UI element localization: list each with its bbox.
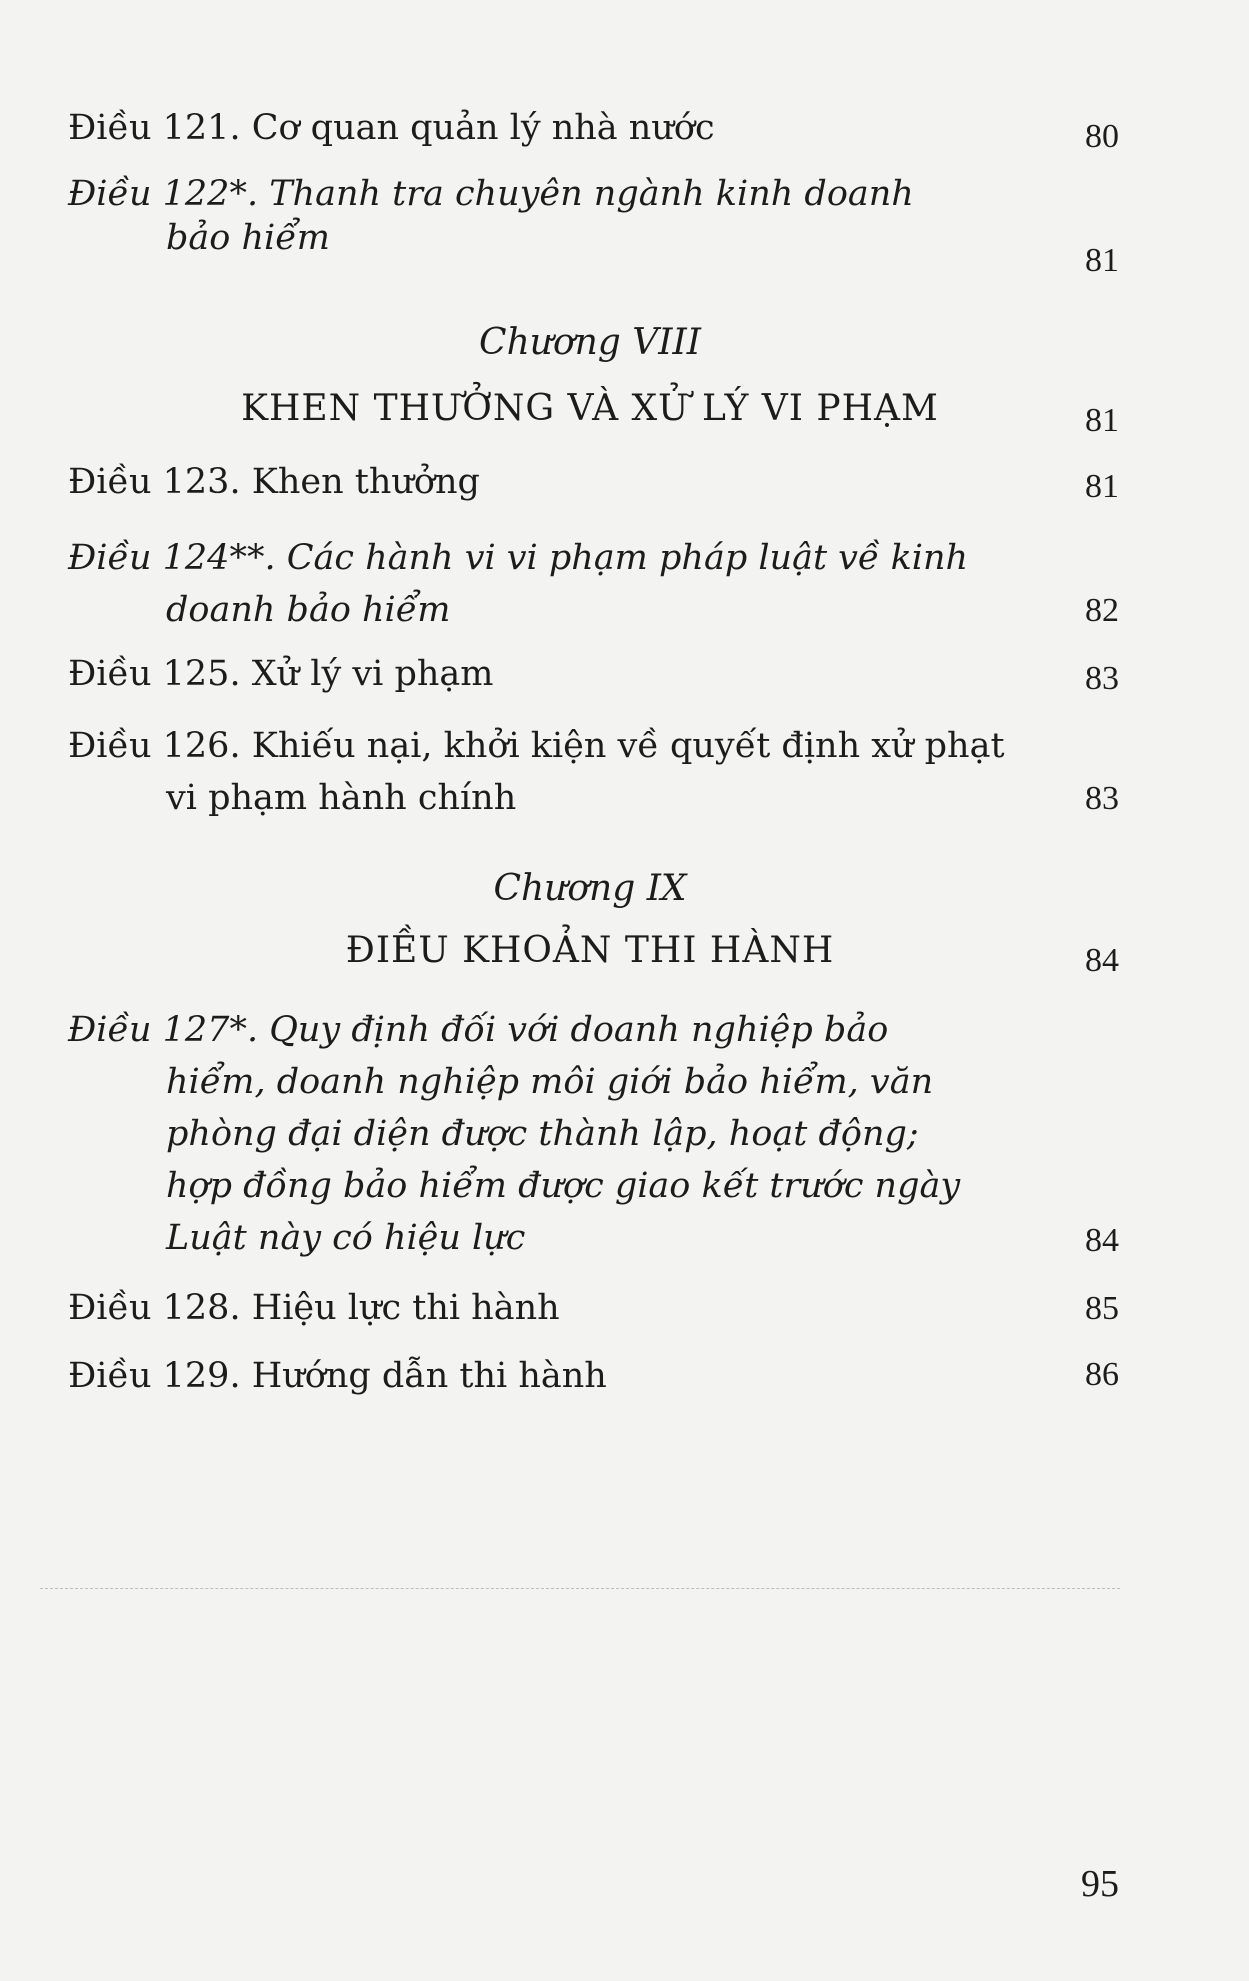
- toc-entry-127-line4: hợp đồng bảo hiểm được giao kết trước ngày: [166, 1166, 961, 1206]
- toc-entry-127-line2: hiểm, doanh nghiệp môi giới bảo hiểm, văn: [166, 1062, 934, 1102]
- toc-entry-129-label: Điều 129. Hướng dẫn thi hành: [68, 1356, 607, 1396]
- toc-entry-121: [68, 102, 1118, 154]
- toc-entry-126: [68, 720, 1118, 824]
- toc-entry-127-line3: phòng đại diện được thành lập, hoạt động;: [166, 1114, 919, 1154]
- toc-entry-123-page: 81: [1085, 468, 1119, 505]
- toc-entry-126-line2: vi phạm hành chính: [166, 778, 517, 818]
- toc-entry-127: [68, 1004, 1118, 1264]
- toc-entry-129: [68, 1350, 1118, 1402]
- toc-entry-127-page: 84: [1085, 1222, 1119, 1259]
- toc-entry-124-page: 82: [1085, 592, 1119, 629]
- chapter-8-label: Chương VIII: [479, 322, 701, 363]
- toc-entry-124-line1: Điều 124**. Các hành vi vi phạm pháp luật về kinh: [68, 538, 969, 578]
- toc-entry-122-line1: Điều 122*. Thanh tra chuyên ngành kinh doanh: [68, 174, 914, 214]
- toc-entry-121-page: 80: [1085, 118, 1119, 155]
- toc-entry-127-line1: Điều 127*. Quy định đối với doanh nghiệp bảo: [68, 1010, 889, 1050]
- chapter-9-label: Chương IX: [493, 868, 687, 909]
- toc-entry-124-line2: doanh bảo hiểm: [166, 590, 451, 630]
- toc-entry-128-label: Điều 128. Hiệu lực thi hành: [68, 1288, 560, 1328]
- toc-entry-122-line2: bảo hiểm: [166, 218, 330, 258]
- chapter-8-title: KHEN THƯỞNG VÀ XỬ LÝ VI PHẠM: [241, 388, 939, 429]
- toc-entry-122: [68, 168, 1118, 264]
- toc-entry-128: [68, 1282, 1118, 1334]
- toc-entry-125-label: Điều 125. Xử lý vi phạm: [68, 654, 494, 694]
- toc-entry-124: [68, 532, 1118, 636]
- separator-line: [40, 1588, 1120, 1590]
- toc-entry-123-label: Điều 123. Khen thưởng: [68, 462, 480, 502]
- toc-entry-129-page: 86: [1085, 1356, 1119, 1393]
- show-through-text: [390, 455, 1110, 485]
- chapter-8-page: 81: [1085, 402, 1119, 439]
- toc-entry-126-page: 83: [1085, 780, 1119, 817]
- toc-entry-127-line5: Luật này có hiệu lực: [166, 1218, 526, 1258]
- toc-entry-128-page: 85: [1085, 1290, 1119, 1327]
- page-number: 95: [1081, 1863, 1119, 1905]
- chapter-9-title: ĐIỀU KHOẢN THI HÀNH: [345, 930, 835, 971]
- toc-entry-125-page: 83: [1085, 660, 1119, 697]
- toc-entry-121-label: Điều 121. Cơ quan quản lý nhà nước: [68, 108, 715, 148]
- toc-entry-126-line1: Điều 126. Khiếu nại, khởi kiện về quyết định xử phạt: [68, 726, 1005, 766]
- toc-entry-125: [68, 648, 1118, 700]
- toc-entry-122-page: 81: [1085, 242, 1119, 279]
- chapter-9-page: 84: [1085, 942, 1119, 979]
